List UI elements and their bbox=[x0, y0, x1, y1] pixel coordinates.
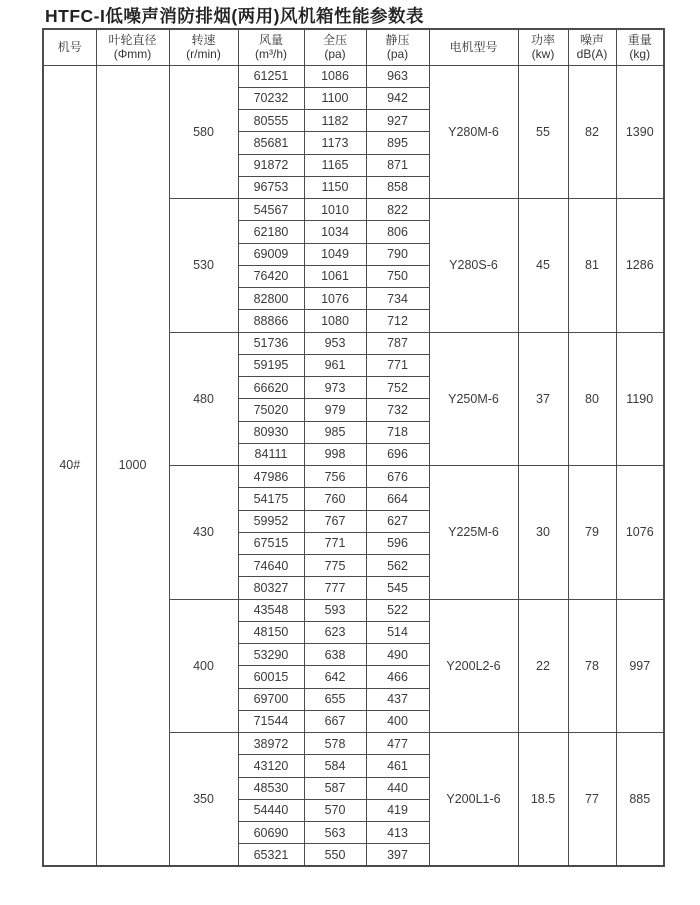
static-pressure-cell: 413 bbox=[366, 822, 429, 844]
weight-cell: 997 bbox=[616, 599, 664, 733]
total-pressure-cell: 1010 bbox=[304, 199, 366, 221]
col-header-total-pressure bbox=[304, 29, 366, 65]
total-pressure-cell: 756 bbox=[304, 466, 366, 488]
total-pressure-cell: 1182 bbox=[304, 110, 366, 132]
static-pressure-cell: 771 bbox=[366, 354, 429, 376]
fan-performance-table bbox=[42, 28, 665, 867]
table-row bbox=[43, 65, 664, 87]
col-header-air-volume bbox=[238, 29, 304, 65]
air-volume-cell: 59952 bbox=[238, 510, 304, 532]
static-pressure-cell: 790 bbox=[366, 243, 429, 265]
weight-cell: 1190 bbox=[616, 332, 664, 466]
weight-cell: 1390 bbox=[616, 65, 664, 199]
col-header-machine-no bbox=[43, 29, 96, 65]
air-volume-cell: 70232 bbox=[238, 87, 304, 109]
total-pressure-cell: 550 bbox=[304, 844, 366, 866]
total-pressure-cell: 1049 bbox=[304, 243, 366, 265]
noise-cell: 77 bbox=[568, 733, 616, 867]
air-volume-cell: 54175 bbox=[238, 488, 304, 510]
total-pressure-cell: 1150 bbox=[304, 176, 366, 198]
total-pressure-cell: 771 bbox=[304, 532, 366, 554]
header-label: 全压 bbox=[322, 33, 347, 48]
air-volume-cell: 67515 bbox=[238, 532, 304, 554]
header-label: 噪声 bbox=[579, 33, 604, 48]
header-label: 风量 bbox=[258, 33, 283, 48]
motor-model-cell: Y225M-6 bbox=[429, 466, 518, 600]
header-unit: (pa) bbox=[324, 47, 346, 62]
air-volume-cell: 85681 bbox=[238, 132, 304, 154]
static-pressure-cell: 437 bbox=[366, 688, 429, 710]
header-unit: (r/min) bbox=[186, 47, 221, 62]
header-label: 机号 bbox=[57, 40, 82, 55]
page-title: HTFC-I低噪声消防排烟(两用)风机箱性能参数表 bbox=[45, 6, 424, 26]
total-pressure-cell: 667 bbox=[304, 710, 366, 732]
air-volume-cell: 60690 bbox=[238, 822, 304, 844]
power-cell: 18.5 bbox=[518, 733, 568, 867]
static-pressure-cell: 397 bbox=[366, 844, 429, 866]
total-pressure-cell: 593 bbox=[304, 599, 366, 621]
total-pressure-cell: 578 bbox=[304, 733, 366, 755]
col-header-noise bbox=[568, 29, 616, 65]
air-volume-cell: 54567 bbox=[238, 199, 304, 221]
speed-cell: 480 bbox=[169, 332, 238, 466]
air-volume-cell: 62180 bbox=[238, 221, 304, 243]
table-body bbox=[43, 65, 664, 866]
total-pressure-cell: 1080 bbox=[304, 310, 366, 332]
total-pressure-cell: 584 bbox=[304, 755, 366, 777]
header-unit: (kg) bbox=[629, 47, 651, 62]
static-pressure-cell: 806 bbox=[366, 221, 429, 243]
air-volume-cell: 84111 bbox=[238, 443, 304, 465]
motor-model-cell: Y280M-6 bbox=[429, 65, 518, 199]
header-unit: dB(A) bbox=[576, 47, 608, 62]
weight-cell: 1286 bbox=[616, 199, 664, 333]
total-pressure-cell: 642 bbox=[304, 666, 366, 688]
static-pressure-cell: 718 bbox=[366, 421, 429, 443]
air-volume-cell: 53290 bbox=[238, 644, 304, 666]
air-volume-cell: 38972 bbox=[238, 733, 304, 755]
total-pressure-cell: 587 bbox=[304, 777, 366, 799]
header-unit: (pa) bbox=[386, 47, 409, 62]
header-label: 叶轮直径 bbox=[108, 33, 157, 48]
total-pressure-cell: 979 bbox=[304, 399, 366, 421]
total-pressure-cell: 985 bbox=[304, 421, 366, 443]
air-volume-cell: 54440 bbox=[238, 799, 304, 821]
static-pressure-cell: 895 bbox=[366, 132, 429, 154]
motor-model-cell: Y200L1-6 bbox=[429, 733, 518, 867]
total-pressure-cell: 1086 bbox=[304, 65, 366, 87]
air-volume-cell: 71544 bbox=[238, 710, 304, 732]
total-pressure-cell: 1100 bbox=[304, 87, 366, 109]
header-unit: (m³/h) bbox=[255, 47, 287, 62]
col-header-power bbox=[518, 29, 568, 65]
total-pressure-cell: 1034 bbox=[304, 221, 366, 243]
header-label: 功率 bbox=[530, 33, 555, 48]
col-header-weight bbox=[616, 29, 664, 65]
air-volume-cell: 66620 bbox=[238, 377, 304, 399]
motor-model-cell: Y250M-6 bbox=[429, 332, 518, 466]
air-volume-cell: 80327 bbox=[238, 577, 304, 599]
air-volume-cell: 82800 bbox=[238, 288, 304, 310]
header-label: 电机型号 bbox=[449, 40, 498, 55]
air-volume-cell: 76420 bbox=[238, 265, 304, 287]
air-volume-cell: 61251 bbox=[238, 65, 304, 87]
total-pressure-cell: 961 bbox=[304, 354, 366, 376]
total-pressure-cell: 570 bbox=[304, 799, 366, 821]
speed-cell: 400 bbox=[169, 599, 238, 733]
static-pressure-cell: 942 bbox=[366, 87, 429, 109]
power-cell: 55 bbox=[518, 65, 568, 199]
total-pressure-cell: 1061 bbox=[304, 265, 366, 287]
air-volume-cell: 48530 bbox=[238, 777, 304, 799]
static-pressure-cell: 858 bbox=[366, 176, 429, 198]
air-volume-cell: 88866 bbox=[238, 310, 304, 332]
total-pressure-cell: 638 bbox=[304, 644, 366, 666]
impeller-diameter-cell: 1000 bbox=[96, 65, 169, 866]
static-pressure-cell: 545 bbox=[366, 577, 429, 599]
air-volume-cell: 59195 bbox=[238, 354, 304, 376]
static-pressure-cell: 440 bbox=[366, 777, 429, 799]
air-volume-cell: 43120 bbox=[238, 755, 304, 777]
speed-cell: 350 bbox=[169, 733, 238, 867]
total-pressure-cell: 760 bbox=[304, 488, 366, 510]
header-label: 转速 bbox=[191, 33, 216, 48]
static-pressure-cell: 712 bbox=[366, 310, 429, 332]
motor-model-cell: Y200L2-6 bbox=[429, 599, 518, 733]
air-volume-cell: 69009 bbox=[238, 243, 304, 265]
header-label: 重量 bbox=[627, 33, 652, 48]
air-volume-cell: 74640 bbox=[238, 555, 304, 577]
table-header bbox=[43, 29, 664, 65]
power-cell: 37 bbox=[518, 332, 568, 466]
total-pressure-cell: 998 bbox=[304, 443, 366, 465]
header-unit: (Φmm) bbox=[113, 47, 152, 62]
static-pressure-cell: 787 bbox=[366, 332, 429, 354]
air-volume-cell: 60015 bbox=[238, 666, 304, 688]
static-pressure-cell: 664 bbox=[366, 488, 429, 510]
air-volume-cell: 47986 bbox=[238, 466, 304, 488]
air-volume-cell: 80555 bbox=[238, 110, 304, 132]
total-pressure-cell: 1165 bbox=[304, 154, 366, 176]
col-header-impeller-diameter bbox=[96, 29, 169, 65]
static-pressure-cell: 562 bbox=[366, 555, 429, 577]
col-header-motor-model bbox=[429, 29, 518, 65]
total-pressure-cell: 973 bbox=[304, 377, 366, 399]
power-cell: 22 bbox=[518, 599, 568, 733]
total-pressure-cell: 563 bbox=[304, 822, 366, 844]
static-pressure-cell: 927 bbox=[366, 110, 429, 132]
total-pressure-cell: 767 bbox=[304, 510, 366, 532]
power-cell: 45 bbox=[518, 199, 568, 333]
static-pressure-cell: 400 bbox=[366, 710, 429, 732]
air-volume-cell: 91872 bbox=[238, 154, 304, 176]
static-pressure-cell: 871 bbox=[366, 154, 429, 176]
static-pressure-cell: 752 bbox=[366, 377, 429, 399]
power-cell: 30 bbox=[518, 466, 568, 600]
air-volume-cell: 80930 bbox=[238, 421, 304, 443]
static-pressure-cell: 696 bbox=[366, 443, 429, 465]
noise-cell: 80 bbox=[568, 332, 616, 466]
total-pressure-cell: 623 bbox=[304, 621, 366, 643]
machine-no-cell: 40# bbox=[43, 65, 96, 866]
noise-cell: 78 bbox=[568, 599, 616, 733]
static-pressure-cell: 822 bbox=[366, 199, 429, 221]
air-volume-cell: 69700 bbox=[238, 688, 304, 710]
static-pressure-cell: 596 bbox=[366, 532, 429, 554]
speed-cell: 580 bbox=[169, 65, 238, 199]
static-pressure-cell: 490 bbox=[366, 644, 429, 666]
static-pressure-cell: 477 bbox=[366, 733, 429, 755]
air-volume-cell: 96753 bbox=[238, 176, 304, 198]
static-pressure-cell: 750 bbox=[366, 265, 429, 287]
noise-cell: 82 bbox=[568, 65, 616, 199]
weight-cell: 1076 bbox=[616, 466, 664, 600]
weight-cell: 885 bbox=[616, 733, 664, 867]
static-pressure-cell: 963 bbox=[366, 65, 429, 87]
total-pressure-cell: 655 bbox=[304, 688, 366, 710]
static-pressure-cell: 676 bbox=[366, 466, 429, 488]
total-pressure-cell: 1076 bbox=[304, 288, 366, 310]
motor-model-cell: Y280S-6 bbox=[429, 199, 518, 333]
air-volume-cell: 51736 bbox=[238, 332, 304, 354]
air-volume-cell: 43548 bbox=[238, 599, 304, 621]
static-pressure-cell: 461 bbox=[366, 755, 429, 777]
header-label: 静压 bbox=[385, 33, 410, 48]
noise-cell: 81 bbox=[568, 199, 616, 333]
static-pressure-cell: 514 bbox=[366, 621, 429, 643]
total-pressure-cell: 1173 bbox=[304, 132, 366, 154]
speed-cell: 430 bbox=[169, 466, 238, 600]
col-header-speed bbox=[169, 29, 238, 65]
static-pressure-cell: 522 bbox=[366, 599, 429, 621]
static-pressure-cell: 466 bbox=[366, 666, 429, 688]
speed-cell: 530 bbox=[169, 199, 238, 333]
air-volume-cell: 48150 bbox=[238, 621, 304, 643]
air-volume-cell: 65321 bbox=[238, 844, 304, 866]
static-pressure-cell: 419 bbox=[366, 799, 429, 821]
total-pressure-cell: 953 bbox=[304, 332, 366, 354]
total-pressure-cell: 777 bbox=[304, 577, 366, 599]
noise-cell: 79 bbox=[568, 466, 616, 600]
static-pressure-cell: 734 bbox=[366, 288, 429, 310]
header-unit: (kw) bbox=[531, 47, 555, 62]
air-volume-cell: 75020 bbox=[238, 399, 304, 421]
static-pressure-cell: 627 bbox=[366, 510, 429, 532]
static-pressure-cell: 732 bbox=[366, 399, 429, 421]
header-row bbox=[43, 29, 664, 65]
total-pressure-cell: 775 bbox=[304, 555, 366, 577]
col-header-static-pressure bbox=[366, 29, 429, 65]
